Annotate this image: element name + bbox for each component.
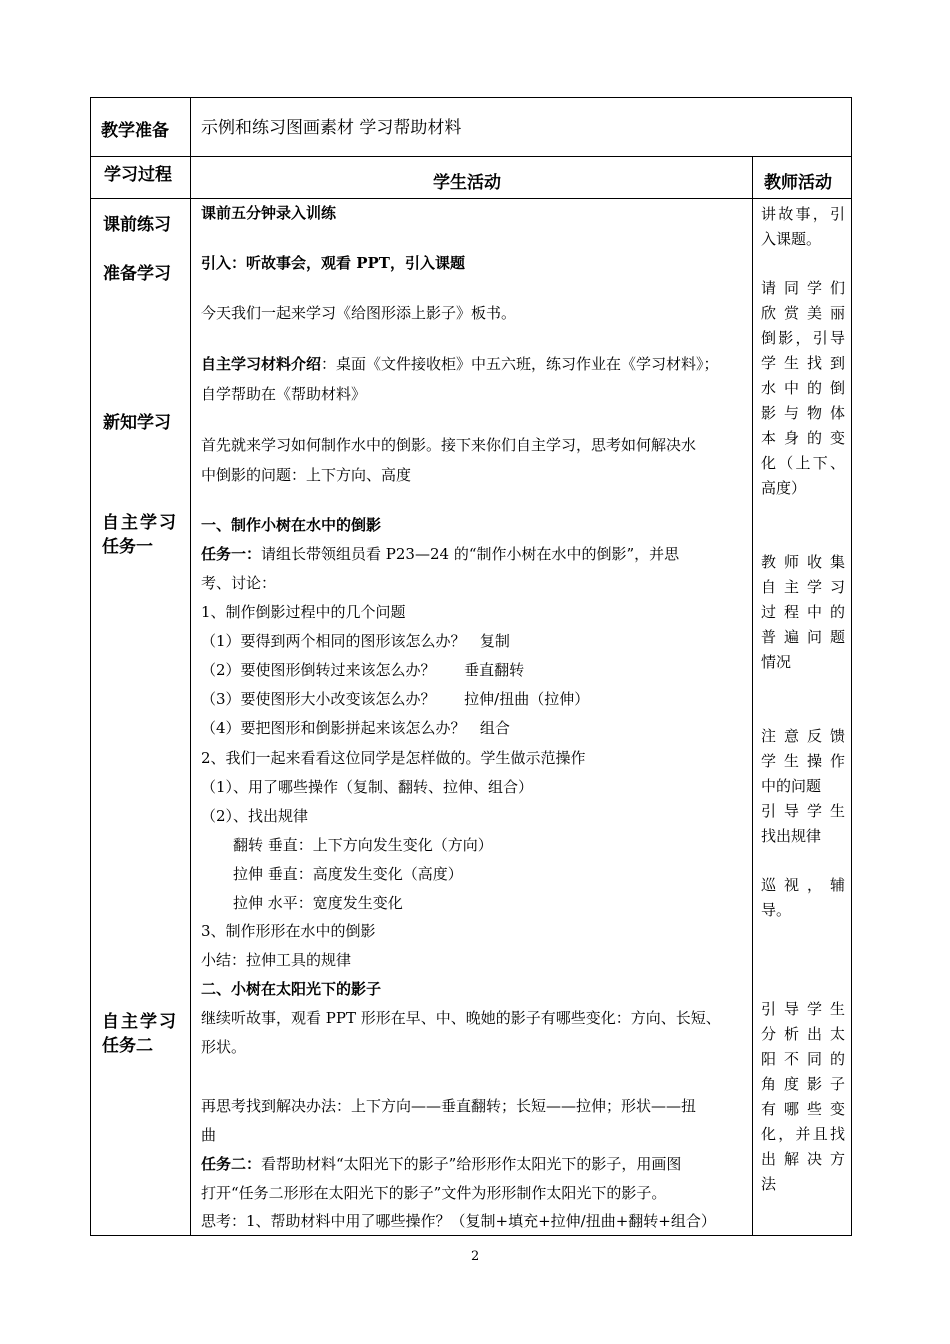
teacher-note: 引导学生 xyxy=(761,802,845,820)
label-prepare: 准备学习 xyxy=(103,264,171,284)
table-border-top xyxy=(90,97,852,98)
list-item: 拉伸 垂直：高度发生变化（高度） xyxy=(233,865,463,883)
teacher-note: 阳不同的 xyxy=(761,1050,845,1068)
row-divider-prep xyxy=(90,156,852,157)
teacher-note: 倒影，引导 xyxy=(761,329,845,347)
section-heading-1: 一、制作小树在水中的倒影 xyxy=(201,516,382,534)
section-heading-2: 二、小树在太阳光下的影子 xyxy=(201,980,382,998)
story-line2: 形状。 xyxy=(201,1038,247,1056)
list-item: 拉伸 水平：宽度发生变化 xyxy=(233,894,403,912)
teacher-note: 注意反馈 xyxy=(761,727,845,745)
teacher-note: 过程中的 xyxy=(761,603,845,621)
teacher-note: 自主学习 xyxy=(761,578,845,596)
label-task2-line2: 任务二 xyxy=(102,1036,153,1056)
list-item: （2）、找出规律 xyxy=(201,807,309,825)
teacher-note: 导。 xyxy=(761,901,792,919)
label-task1-line2: 任务一 xyxy=(102,537,153,557)
teacher-note: 引导学生 xyxy=(761,1000,845,1018)
teacher-note: 普遍问题 xyxy=(761,628,845,646)
row-divider-header xyxy=(90,198,852,199)
teacher-note: 分析出太 xyxy=(761,1025,845,1043)
text-topic: 今天我们一起来学习《给图形添上影子》板书。 xyxy=(201,304,517,322)
task1-line2: 考、讨论： xyxy=(201,574,277,592)
text-materials-line1 xyxy=(201,354,719,374)
column-divider-right xyxy=(752,156,753,1236)
prep-label: 教学准备 xyxy=(101,121,169,141)
list-item: 翻转 垂直：上下方向发生变化（方向） xyxy=(233,836,493,854)
header-teacher-activity: 教师活动 xyxy=(764,173,832,193)
summary-text: 小结：拉伸工具的规律 xyxy=(201,951,352,969)
list-item: 1、制作倒影过程中的几个问题 xyxy=(201,603,406,621)
teacher-note: 角度影子 xyxy=(761,1075,845,1093)
teacher-note: 化，并且找 xyxy=(761,1125,845,1143)
list-item: （1）要得到两个相同的图形该怎么办？ 复制 xyxy=(201,632,510,650)
label-task1-line1: 自主学习 xyxy=(102,513,178,533)
teacher-note: 有哪些变 xyxy=(761,1100,845,1118)
task2-heading: 任务二： xyxy=(201,1155,262,1173)
table-border-bottom xyxy=(90,1235,852,1236)
teacher-note: 讲故事，引 xyxy=(761,205,845,223)
table-border-left xyxy=(90,97,91,1236)
label-new-learning: 新知学习 xyxy=(103,413,171,433)
materials-heading: 自主学习材料介绍 xyxy=(201,355,322,373)
text-reflection-line1: 首先就来学习如何制作水中的倒影。接下来你们自主学习，思考如何解决水 xyxy=(201,436,697,454)
teacher-note: 情况 xyxy=(761,653,792,671)
teacher-note: 请同学们 xyxy=(761,279,845,297)
teacher-note: 学生操作 xyxy=(761,752,845,770)
list-item: （3）要使图形大小改变该怎么办？ 拉伸/扭曲（拉伸） xyxy=(201,690,590,708)
task1-line1 xyxy=(201,544,679,564)
task1-text: 请组长带领组员看 P23—24 的“制作小树在水中的倒影”，并思 xyxy=(261,545,680,563)
header-process: 学习过程 xyxy=(104,165,172,185)
task1-heading: 任务一： xyxy=(201,545,262,563)
header-student-activity: 学生活动 xyxy=(433,173,501,193)
text-warmup: 课前五分钟录入训练 xyxy=(201,204,337,222)
materials-text: ：桌面《文件接收柜》中五六班，练习作业在《学习材料》； xyxy=(321,355,719,373)
teacher-note: 教师收集 xyxy=(761,553,845,571)
teacher-note: 入课题。 xyxy=(761,230,822,248)
task2-line1 xyxy=(201,1154,681,1174)
story-line1: 继续听故事，观看 PPT 形形在早、中、晚她的影子有哪些变化：方向、长短、 xyxy=(201,1009,721,1027)
teacher-note: 化（上下、 xyxy=(761,454,845,472)
task2-line3: 思考：1、帮助材料中用了哪些操作？（复制+填充+拉伸/扭曲+翻转+组合） xyxy=(201,1212,716,1230)
teacher-note: 中的问题 xyxy=(761,777,822,795)
teacher-note: 本身的变 xyxy=(761,429,845,447)
label-task2-line1: 自主学习 xyxy=(102,1012,178,1032)
list-item: 3、制作形形在水中的倒影 xyxy=(201,922,376,940)
task2-text: 看帮助材料“太阳光下的影子”给形形作太阳光下的影子，用画图 xyxy=(261,1155,682,1173)
list-item: （2）要使图形倒转过来该怎么办？ 垂直翻转 xyxy=(201,661,525,679)
teacher-note: 法 xyxy=(761,1175,777,1193)
table-border-right xyxy=(851,97,852,1236)
teacher-note: 水中的倒 xyxy=(761,379,845,397)
teacher-note: 出解决方 xyxy=(761,1150,845,1168)
label-pre-practice: 课前练习 xyxy=(103,215,171,235)
page-number: 2 xyxy=(471,1249,480,1264)
text-intro: 引入：听故事会，观看 PPT，引入课题 xyxy=(201,254,465,272)
teacher-note: 学生找到 xyxy=(761,354,845,372)
text-reflection-line2: 中倒影的问题：上下方向、高度 xyxy=(201,466,412,484)
task2-line2: 打开“任务二形形在太阳光下的影子”文件为形形制作太阳光下的影子。 xyxy=(201,1184,667,1202)
prep-content: 示例和练习图画素材 学习帮助材料 xyxy=(201,118,462,138)
teacher-note: 找出规律 xyxy=(761,827,822,845)
list-item: （1）、用了哪些操作（复制、翻转、拉伸、组合） xyxy=(201,778,534,796)
list-item: 2、我们一起来看看这位同学是怎样做的。学生做示范操作 xyxy=(201,749,586,767)
solution-line1: 再思考找到解决办法：上下方向——垂直翻转；长短——拉伸；形状——扭 xyxy=(201,1097,697,1115)
teacher-note: 影与物体 xyxy=(761,404,845,422)
solution-line2: 曲 xyxy=(201,1126,217,1144)
list-item: （4）要把图形和倒影拼起来该怎么办？ 组合 xyxy=(201,719,510,737)
teacher-note: 欣赏美丽 xyxy=(761,304,845,322)
text-materials-line2: 自学帮助在《帮助材料》 xyxy=(201,385,367,403)
teacher-note: 巡视，辅 xyxy=(761,876,845,894)
column-divider-left xyxy=(190,97,191,1236)
teacher-note: 高度） xyxy=(761,479,807,497)
